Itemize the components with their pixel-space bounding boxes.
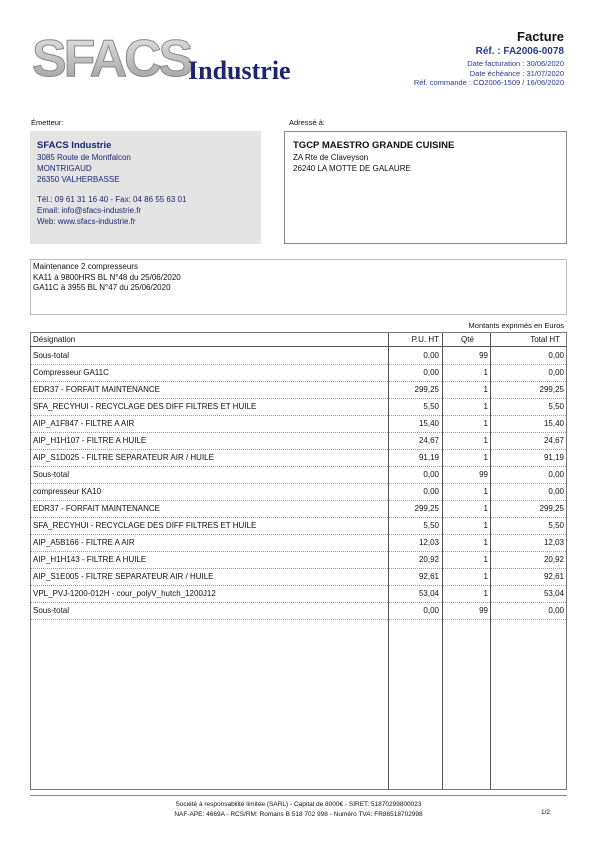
row-quantity: 99 bbox=[479, 470, 488, 479]
row-quantity: 1 bbox=[483, 589, 488, 598]
recipient-name: TGCP MAESTRO GRANDE CUISINE bbox=[293, 140, 455, 151]
row-quantity: 1 bbox=[483, 385, 488, 394]
recipient-block bbox=[284, 131, 567, 244]
row-designation: SFA_RECYHUI - RECYCLAGE DES DIFF FILTRES ET HUILE bbox=[33, 521, 257, 530]
row-designation: Sous-total bbox=[33, 470, 70, 479]
table-row bbox=[31, 399, 566, 416]
row-total: 299,25 bbox=[539, 504, 564, 513]
table-row bbox=[31, 467, 566, 484]
row-unit-price: 0,00 bbox=[423, 351, 439, 360]
row-quantity: 1 bbox=[483, 419, 488, 428]
table-row bbox=[31, 450, 566, 467]
items-table bbox=[30, 332, 567, 790]
row-total: 91,19 bbox=[543, 453, 564, 462]
table-row bbox=[31, 586, 566, 603]
sender-address-line: 3085 Route de Montfalcon bbox=[37, 153, 131, 162]
row-quantity: 1 bbox=[483, 487, 488, 496]
header-quantity: Qté bbox=[461, 335, 474, 344]
row-unit-price: 92,61 bbox=[418, 572, 439, 581]
row-unit-price: 12,03 bbox=[418, 538, 439, 547]
row-quantity: 1 bbox=[483, 555, 488, 564]
row-designation: AIP_S1E005 - FILTRE SEPARATEUR AIR / HUILE bbox=[33, 572, 214, 581]
sender-label: Émetteur: bbox=[31, 118, 64, 127]
row-total: 0,00 bbox=[548, 368, 564, 377]
row-total: 0,00 bbox=[548, 487, 564, 496]
footer bbox=[30, 795, 567, 819]
svg-text:Industrie: Industrie bbox=[188, 56, 291, 85]
row-total: 20,92 bbox=[543, 555, 564, 564]
row-quantity: 1 bbox=[483, 572, 488, 581]
row-unit-price: 5,50 bbox=[423, 402, 439, 411]
table-row bbox=[31, 552, 566, 569]
row-quantity: 1 bbox=[483, 402, 488, 411]
row-quantity: 1 bbox=[483, 521, 488, 530]
row-unit-price: 0,00 bbox=[423, 487, 439, 496]
note-line: Maintenance 2 compresseurs bbox=[33, 262, 138, 271]
table-row bbox=[31, 484, 566, 501]
row-total: 0,00 bbox=[548, 351, 564, 360]
row-designation: AIP_H1H143 - FILTRE A HUILE bbox=[33, 555, 147, 564]
row-unit-price: 299,25 bbox=[414, 385, 439, 394]
row-unit-price: 53,04 bbox=[418, 589, 439, 598]
row-designation: AIP_A1F847 - FILTRE A AIR bbox=[33, 419, 135, 428]
row-total: 0,00 bbox=[548, 606, 564, 615]
recipient-label: Adressé à: bbox=[289, 118, 325, 127]
row-quantity: 1 bbox=[483, 504, 488, 513]
invoice-date: Date facturation : 30/06/2020 bbox=[467, 59, 564, 68]
sender-website[interactable]: Web: www.sfacs-industrie.fr bbox=[37, 217, 136, 226]
recipient-address-line: 26240 LA MOTTE DE GALAURE bbox=[293, 164, 411, 173]
row-quantity: 1 bbox=[483, 368, 488, 377]
row-unit-price: 0,00 bbox=[423, 470, 439, 479]
table-row bbox=[31, 348, 566, 365]
row-total: 24,67 bbox=[543, 436, 564, 445]
page-number: 1/2 bbox=[540, 809, 550, 816]
row-designation: Sous-total bbox=[33, 606, 70, 615]
header-unit-price: P.U. HT bbox=[411, 335, 439, 344]
table-row bbox=[31, 603, 566, 620]
due-date: Date échéance : 31/07/2020 bbox=[469, 68, 564, 78]
row-unit-price: 299,25 bbox=[414, 504, 439, 513]
table-row bbox=[31, 365, 566, 382]
row-unit-price: 5,50 bbox=[423, 521, 439, 530]
row-designation: Compresseur GA11C bbox=[33, 368, 109, 377]
table-row bbox=[31, 433, 566, 450]
note-line: GA11C à 3955 BL N°47 du 25/06/2020 bbox=[33, 283, 171, 292]
footer-legal-line: NAF-APE: 4669A - RCS/RM: Romans B 518 702 998 - Numéro TVA: FR86518702998 bbox=[174, 810, 423, 818]
sender-phone: Tél.: 09 61 31 16 40 - Fax: 04 86 55 63 01 bbox=[37, 195, 187, 204]
row-quantity: 1 bbox=[483, 453, 488, 462]
row-total: 53,04 bbox=[543, 589, 564, 598]
currency-note: Montants exprimés en Euros bbox=[468, 321, 564, 330]
svg-text:SFACS: SFACS bbox=[32, 30, 191, 88]
table-row bbox=[31, 501, 566, 518]
row-total: 15,40 bbox=[543, 419, 564, 428]
row-total: 299,25 bbox=[539, 385, 564, 394]
row-unit-price: 0,00 bbox=[423, 368, 439, 377]
row-designation: EDR37 - FORFAIT MAINTENANCE bbox=[33, 385, 160, 394]
row-quantity: 1 bbox=[483, 436, 488, 445]
header-designation: Désignation bbox=[33, 335, 76, 344]
row-quantity: 99 bbox=[479, 606, 488, 615]
company-logo bbox=[30, 28, 320, 88]
table-row bbox=[31, 416, 566, 433]
row-total: 5,50 bbox=[548, 521, 564, 530]
row-unit-price: 15,40 bbox=[418, 419, 439, 428]
row-total: 12,03 bbox=[543, 538, 564, 547]
sender-name: SFACS Industrie bbox=[37, 140, 112, 151]
row-total: 0,00 bbox=[548, 470, 564, 479]
header-total: Total HT bbox=[530, 335, 560, 344]
row-designation: EDR37 - FORFAIT MAINTENANCE bbox=[33, 504, 160, 513]
row-designation: compresseur KA10 bbox=[33, 487, 102, 496]
table-row bbox=[31, 569, 566, 586]
notes-box bbox=[30, 259, 567, 315]
row-designation: Sous-total bbox=[33, 351, 70, 360]
sender-address-line: MONTRIGAUD bbox=[37, 164, 92, 173]
row-total: 92,61 bbox=[543, 572, 564, 581]
row-unit-price: 91,19 bbox=[418, 453, 439, 462]
row-designation: VPL_PVJ-1200-012H - cour_polyV_hutch_1200J12 bbox=[33, 589, 216, 598]
footer-legal-line: Société à responsabilité limitée (SARL) - Capital de 8000€ - SIRET: 51870299800023 bbox=[175, 801, 422, 808]
table-row bbox=[31, 535, 566, 552]
sender-block bbox=[30, 131, 261, 244]
invoice-header bbox=[414, 29, 564, 88]
row-unit-price: 0,00 bbox=[423, 606, 439, 615]
row-designation: SFA_RECYHUI - RECYCLAGE DES DIFF FILTRES ET HUILE bbox=[33, 402, 257, 411]
table-header bbox=[31, 333, 566, 347]
row-unit-price: 24,67 bbox=[418, 436, 439, 445]
row-total: 5,50 bbox=[548, 402, 564, 411]
table-row bbox=[31, 382, 566, 399]
order-reference: Réf. commande : CO2006-1509 / 16/06/2020 bbox=[413, 78, 564, 87]
recipient-address-line: ZA Rte de Claveyson bbox=[293, 153, 369, 162]
invoice-reference: Réf. : FA2006-0078 bbox=[475, 46, 564, 57]
row-quantity: 99 bbox=[479, 351, 488, 360]
row-designation: AIP_S1D025 - FILTRE SEPARATEUR AIR / HUILE bbox=[33, 453, 214, 462]
row-quantity: 1 bbox=[483, 538, 488, 547]
row-unit-price: 20,92 bbox=[418, 555, 439, 564]
row-designation: AIP_A5B166 - FILTRE A AIR bbox=[33, 538, 135, 547]
table-row bbox=[31, 518, 566, 535]
note-line: KA11 à 9800HRS BL N°48 du 25/06/2020 bbox=[33, 272, 181, 282]
invoice-title: Facture bbox=[517, 29, 564, 44]
sender-email[interactable]: Email: info@sfacs-industrie.fr bbox=[37, 206, 142, 215]
sender-address-line: 26350 VALHERBASSE bbox=[37, 175, 120, 184]
row-designation: AIP_H1H107 - FILTRE A HUILE bbox=[33, 436, 147, 445]
